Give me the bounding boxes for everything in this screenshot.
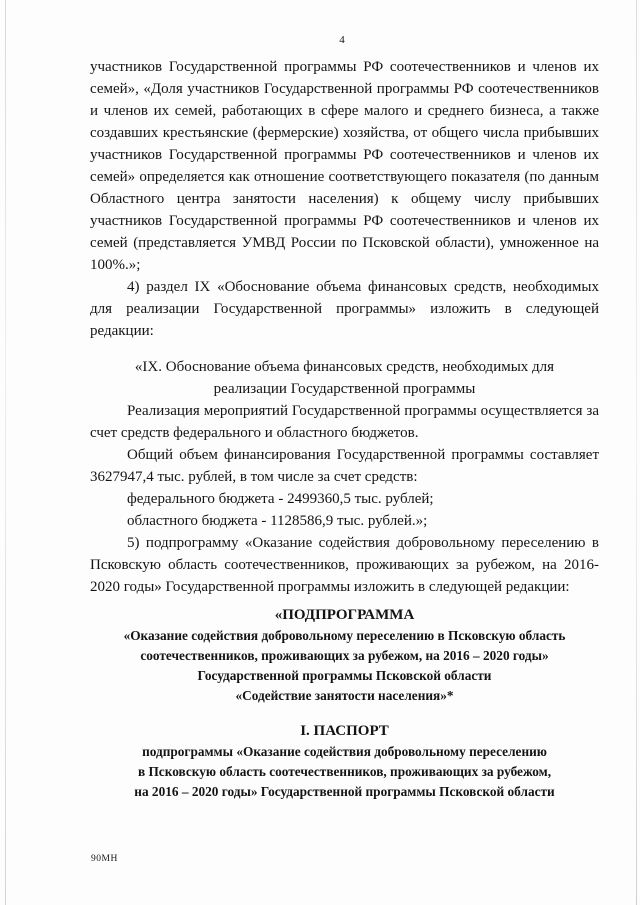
passport-heading xyxy=(70,742,619,802)
subprogram-heading-line1: «Оказание содействия добровольному переселению в Псковскую область xyxy=(123,628,566,643)
page-number: 4 xyxy=(339,34,345,46)
subprogram-heading-line4: «Содействие занятости населения»* xyxy=(235,688,454,703)
subprogram-heading xyxy=(70,626,619,706)
subprogram-title: «ПОДПРОГРАММА xyxy=(274,607,415,623)
passport-heading-line2: в Псковскую область соотечественников, проживающих за рубежом, xyxy=(137,764,552,779)
paragraph-subprogram-amendment: 5) подпрограмму «Оказание содействия добровольному переселению в Псковскую область соотечественников, проживающих за рубежом, на 2016-2020 годы» Государственной программы изложить в следующей редакции: xyxy=(90,535,599,595)
subprogram-heading-line2: соотечественников, проживающих за рубежом, на 2016 – 2020 годы» xyxy=(140,648,549,663)
paragraph-federal-budget: федерального бюджета - 2499360,5 тыс. рублей; xyxy=(127,491,434,507)
document-body xyxy=(90,56,599,802)
paragraph-section-ix-amendment: 4) раздел IX «Обоснование объема финансовых средств, необходимых для реализации Государственной программы» изложить в следующей редакции: xyxy=(90,279,599,339)
paragraph-regional-budget: областного бюджета - 1128586,9 тыс. рублей.»; xyxy=(127,513,428,529)
section-ix-heading-line1: «IX. Обоснование объема финансовых средств, необходимых для xyxy=(134,359,555,375)
passport-heading-line1: подпрограммы «Оказание содействия добровольному переселению xyxy=(142,744,547,759)
paragraph-funding-sources: Реализация мероприятий Государственной программы осуществляется за счет средств федерального и областного бюджетов. xyxy=(90,403,599,441)
passport-heading-line3: на 2016 – 2020 годы» Государственной программы Псковской области xyxy=(134,784,555,799)
passport-title: I. ПАСПОРТ xyxy=(300,723,389,739)
scan-edge-left xyxy=(5,0,6,905)
scan-edge-right xyxy=(636,0,637,905)
subprogram-heading-line3: Государственной программы Псковской области xyxy=(197,668,492,683)
section-ix-heading-line2: реализации Государственной программы xyxy=(213,381,476,397)
footer-document-code: 90МН xyxy=(91,854,118,864)
paragraph-indicator-definition: участников Государственной программы РФ соотечественников и членов их семей», «Доля участников Государственной программы РФ соотечественников и членов их семей, работающих в сфере малого и среднего бизнеса, а также создавших крестьянские (фермерские) хозяйства, от общего числа прибывших участников Государственной программы РФ соотечественников и членов их семей» определяется как отношение соответствующего показателя (по данным Областного центра занятости населения) к общему числу прибывших участников Государственной программы РФ соотечественников и членов их семей (представляется УМВД России по Псковской области), умноженное на 100%.»; xyxy=(90,59,599,273)
paragraph-total-funding: Общий объем финансирования Государственной программы составляет 3627947,4 тыс. рублей, в том числе за счет средств: xyxy=(90,447,599,485)
